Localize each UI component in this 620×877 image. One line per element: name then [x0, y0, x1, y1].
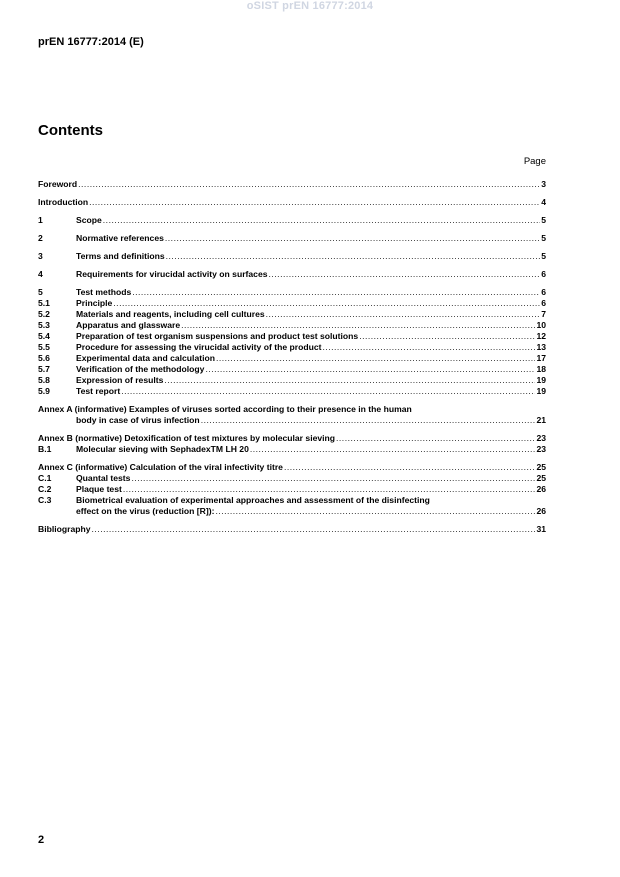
toc-entry-5-9[interactable] [38, 386, 546, 397]
toc-number: 5.2 [38, 309, 50, 319]
toc-number: 5.3 [38, 320, 50, 330]
toc-leader [201, 415, 536, 426]
toc-entry-5-5[interactable] [38, 342, 546, 353]
toc-title: Quantal tests [76, 473, 131, 483]
toc-page: 5 [541, 251, 546, 261]
toc-page: 4 [541, 197, 546, 207]
toc-page: 5 [541, 215, 546, 225]
table-of-contents [38, 179, 546, 535]
toc-title: Principle [76, 298, 113, 308]
toc-entry-5[interactable] [38, 287, 546, 298]
watermark: oSIST prEN 16777:2014 [246, 0, 374, 12]
toc-page: 25 [536, 462, 546, 472]
toc-leader [205, 364, 535, 375]
toc-title: Molecular sieving with SephadexTM LH 20 [76, 444, 249, 454]
toc-leader [123, 484, 536, 495]
toc-entry-5-7[interactable] [38, 364, 546, 375]
toc-entry-5-8[interactable] [38, 375, 546, 386]
toc-title-line: effect on the virus (reduction [R]): [76, 506, 215, 516]
toc-page: 26 [536, 506, 546, 516]
toc-leader [165, 233, 540, 244]
toc-page: 10 [536, 320, 546, 330]
toc-leader [131, 473, 535, 484]
toc-entry-3[interactable] [38, 251, 546, 262]
toc-number: 5.1 [38, 298, 50, 308]
toc-page: 6 [541, 287, 546, 297]
toc-title: Verification of the methodology [76, 364, 205, 374]
toc-page: 19 [536, 375, 546, 385]
toc-leader [216, 353, 535, 364]
toc-page: 5 [541, 233, 546, 243]
toc-title: Introduction [38, 197, 89, 207]
toc-title: Terms and definitions [76, 251, 165, 261]
toc-leader [166, 251, 541, 262]
toc-title: Plaque test [76, 484, 122, 494]
toc-page: 26 [536, 484, 546, 494]
toc-title: Foreword [38, 179, 78, 189]
toc-entry-c-1[interactable] [38, 473, 546, 484]
toc-page: 21 [536, 415, 546, 425]
toc-entry-5-2[interactable] [38, 309, 546, 320]
toc-leader [250, 444, 536, 455]
toc-page: 6 [541, 269, 546, 279]
toc-leader [181, 320, 535, 331]
toc-leader [322, 342, 535, 353]
toc-entry-5-4[interactable] [38, 331, 546, 342]
toc-number: 5.5 [38, 342, 50, 352]
toc-page: 23 [536, 444, 546, 454]
toc-page: 25 [536, 473, 546, 483]
toc-title: Experimental data and calculation [76, 353, 215, 363]
toc-leader [284, 462, 535, 473]
toc-number: 2 [38, 233, 43, 243]
toc-title-line: body in case of virus infection [76, 415, 200, 425]
toc-title: Annex C (informative) Calculation of the viral infectivity titre [38, 462, 283, 472]
toc-number: 5.8 [38, 375, 50, 385]
toc-title: Preparation of test organism suspensions and product test solutions [76, 331, 359, 341]
toc-entry-c-2[interactable] [38, 484, 546, 495]
toc-leader [113, 298, 540, 309]
toc-leader [121, 386, 535, 397]
toc-leader [103, 215, 540, 226]
toc-title: Apparatus and glassware [76, 320, 181, 330]
toc-entry-5-6[interactable] [38, 353, 546, 364]
toc-entry-c-3[interactable] [38, 495, 546, 517]
toc-number: 1 [38, 215, 43, 225]
toc-page: 12 [536, 331, 546, 341]
toc-entry-2[interactable] [38, 233, 546, 244]
page-number: 2 [38, 834, 45, 846]
toc-page: 7 [541, 309, 546, 319]
toc-title: Normative references [76, 233, 164, 243]
toc-title: Bibliography [38, 524, 91, 534]
toc-title: Materials and reagents, including cell cultures [76, 309, 265, 319]
toc-number: 5.4 [38, 331, 50, 341]
page-column-label: Page [523, 156, 546, 167]
toc-title: Test report [76, 386, 121, 396]
toc-title: Scope [76, 215, 102, 225]
toc-entry-annex-a[interactable] [38, 404, 546, 426]
toc-entry-5-1[interactable] [38, 298, 546, 309]
toc-number: 4 [38, 269, 43, 279]
toc-entry-introduction[interactable] [38, 197, 546, 208]
toc-leader [89, 197, 540, 208]
toc-page: 23 [536, 433, 546, 443]
toc-leader [269, 269, 541, 280]
toc-title-line: Annex A (informative) Examples of viruses sorted according to their presence in the human [38, 404, 412, 414]
page-title: Contents [38, 122, 103, 139]
toc-leader [359, 331, 535, 342]
toc-page: 17 [536, 353, 546, 363]
toc-entry-foreword[interactable] [38, 179, 546, 190]
toc-entry-b-1[interactable] [38, 444, 546, 455]
toc-number: 5.9 [38, 386, 50, 396]
toc-entry-1[interactable] [38, 215, 546, 226]
toc-title: Annex B (normative) Detoxification of test mixtures by molecular sieving [38, 433, 336, 443]
toc-title: Requirements for virucidal activity on surfaces [76, 269, 268, 279]
toc-page: 3 [541, 179, 546, 189]
toc-number: C.2 [38, 484, 52, 494]
toc-title: Test methods [76, 287, 132, 297]
toc-page: 18 [536, 364, 546, 374]
toc-page: 31 [536, 524, 546, 534]
document-id: prEN 16777:2014 (E) [38, 36, 144, 48]
toc-number: C.3 [38, 495, 52, 505]
toc-title: Procedure for assessing the virucidal activity of the product [76, 342, 322, 352]
toc-leader [215, 506, 535, 517]
toc-number: 5.6 [38, 353, 50, 363]
toc-leader [92, 524, 536, 535]
toc-number: C.1 [38, 473, 52, 483]
toc-title: Expression of results [76, 375, 164, 385]
toc-leader [78, 179, 540, 190]
toc-number: B.1 [38, 444, 52, 454]
toc-entry-5-3[interactable] [38, 320, 546, 331]
toc-leader [336, 433, 535, 444]
toc-leader [266, 309, 541, 320]
toc-title-line: Biometrical evaluation of experimental approaches and assessment of the disinfecting [76, 495, 430, 505]
toc-entry-4[interactable] [38, 269, 546, 280]
toc-number: 5 [38, 287, 43, 297]
toc-entry-bibliography[interactable] [38, 524, 546, 535]
toc-entry-annex-b[interactable] [38, 433, 546, 444]
toc-leader [164, 375, 535, 386]
toc-leader [132, 287, 540, 298]
toc-page: 13 [536, 342, 546, 352]
toc-page: 19 [536, 386, 546, 396]
toc-number: 5.7 [38, 364, 50, 374]
toc-entry-annex-c[interactable] [38, 462, 546, 473]
toc-number: 3 [38, 251, 43, 261]
toc-page: 6 [541, 298, 546, 308]
